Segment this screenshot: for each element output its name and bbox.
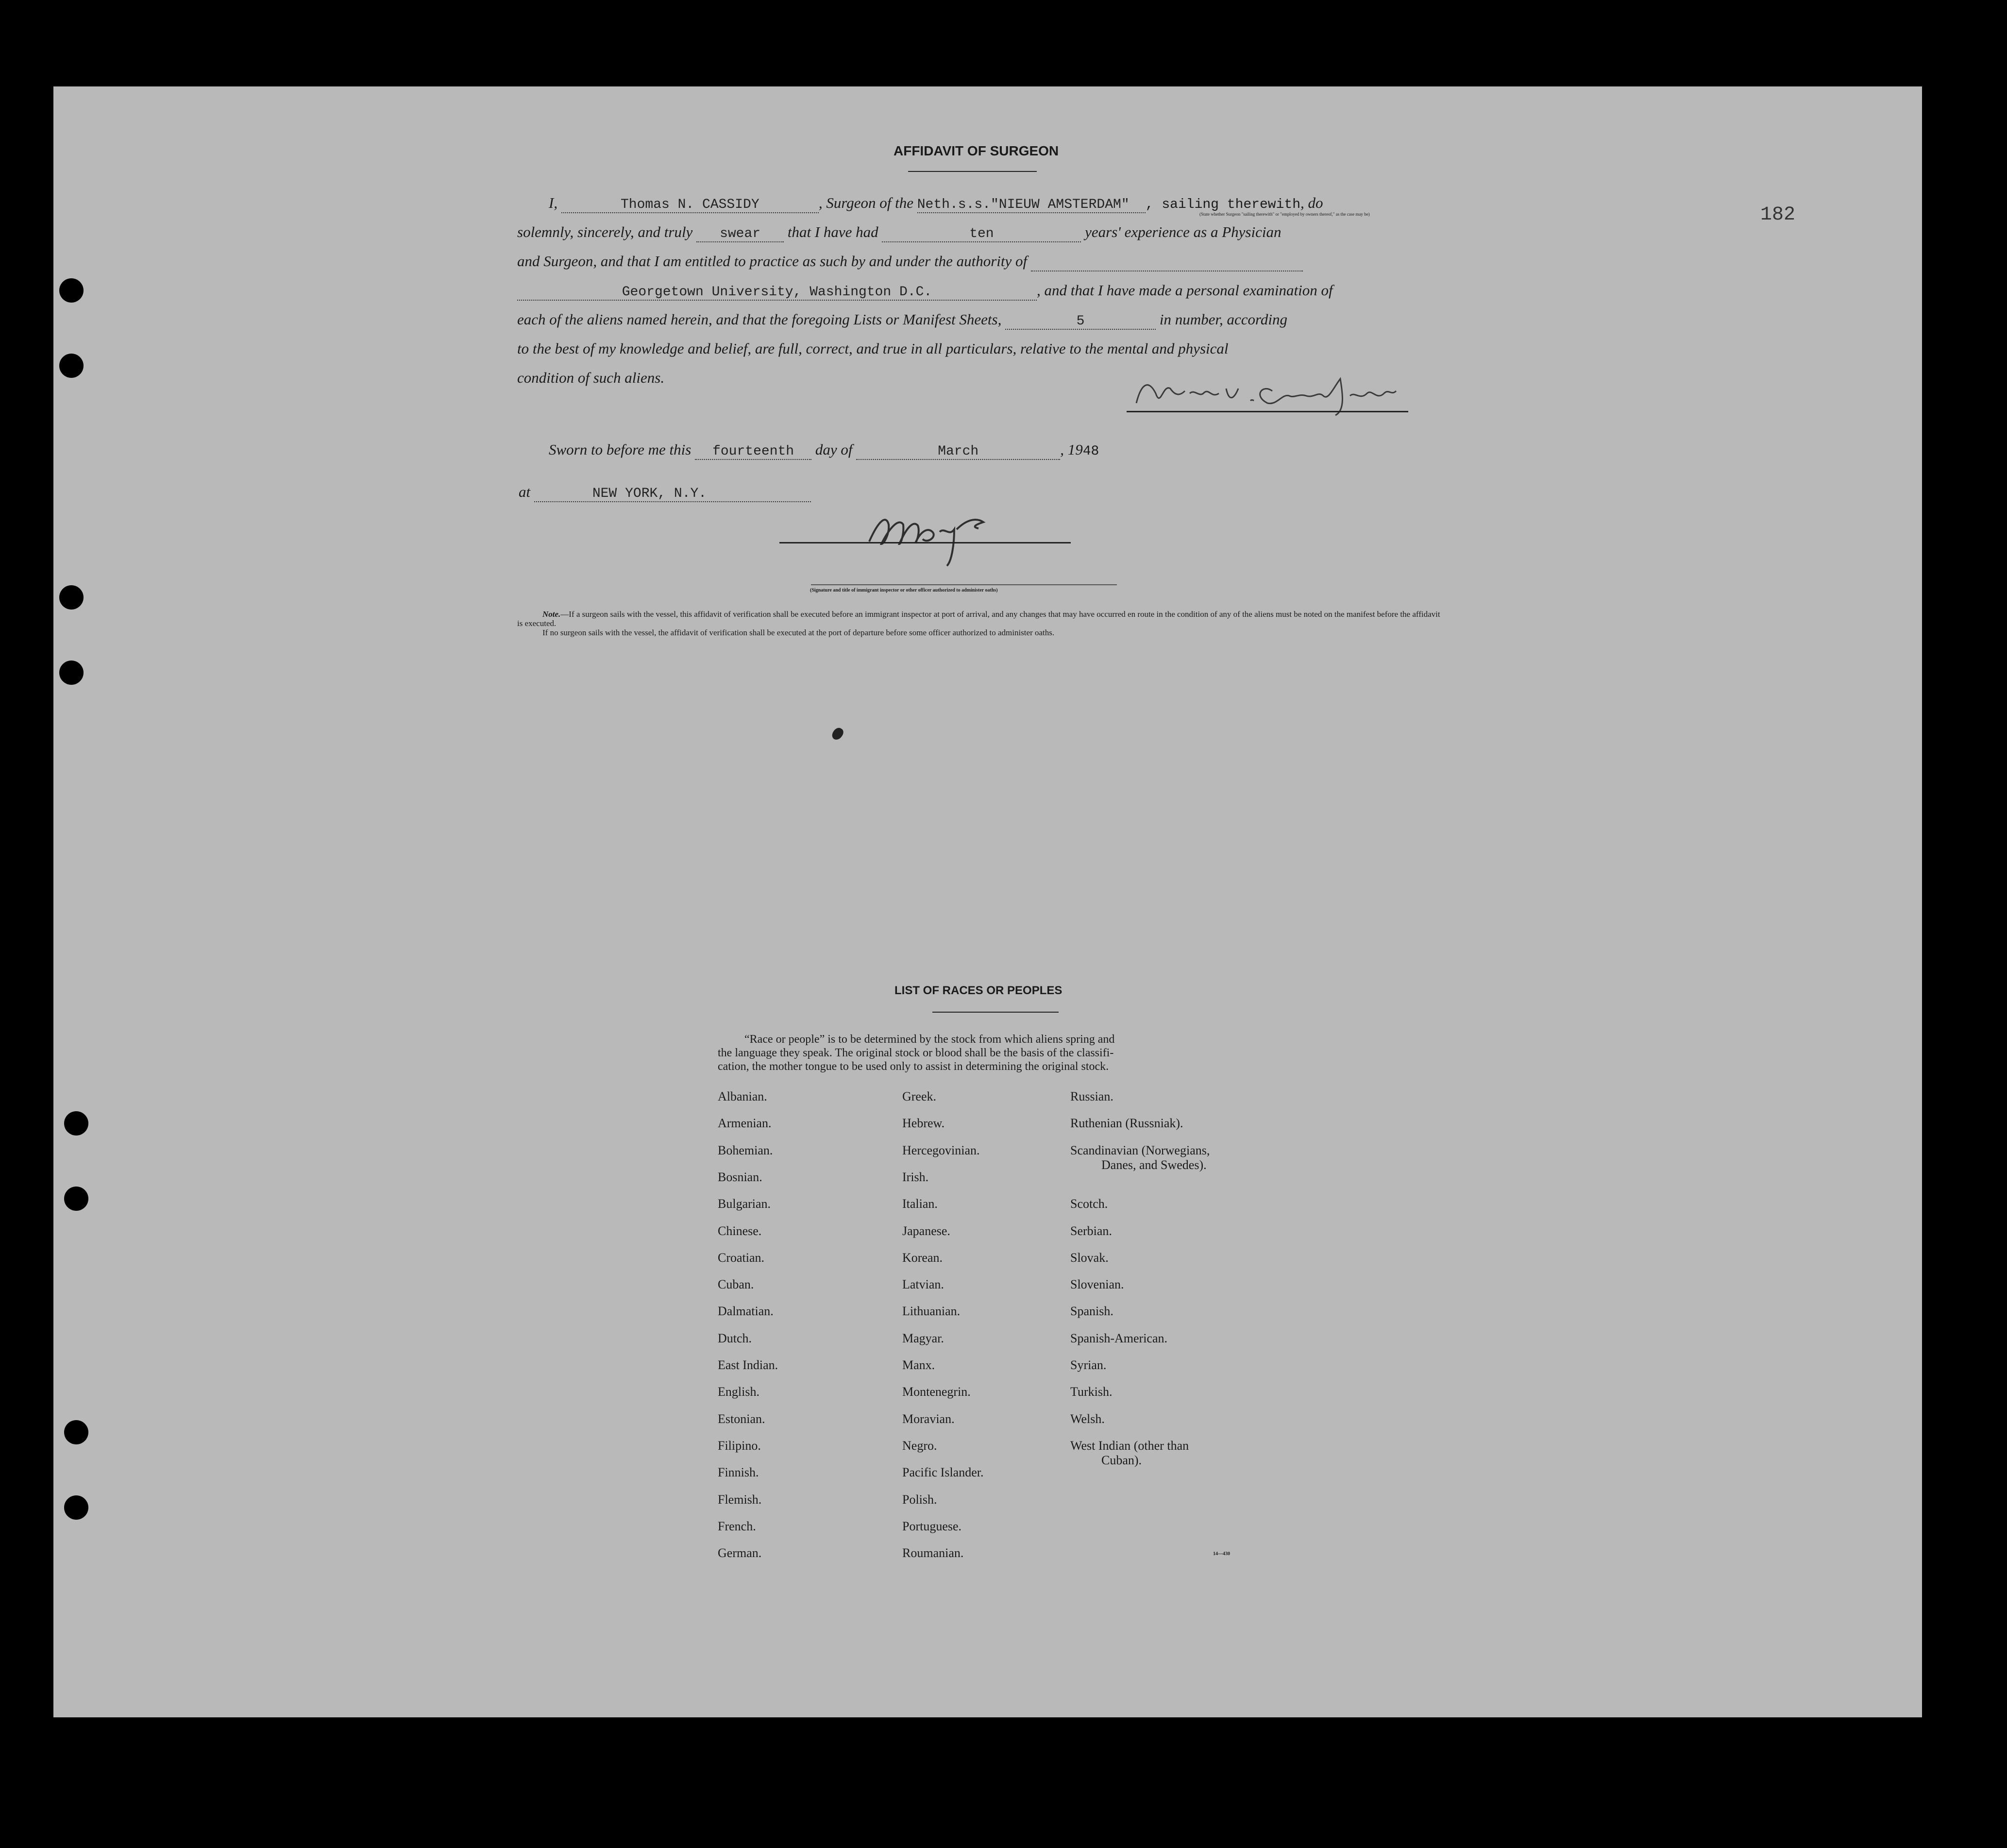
note-lead: Note.: [542, 610, 561, 619]
race-item: East Indian.: [718, 1358, 778, 1372]
race-item: Finnish.: [718, 1465, 759, 1480]
races-intro-line-1: “Race or people” is to be determined by the stock from which aliens spring and: [744, 1033, 1115, 1046]
officer-caption: (Signature and title of immigrant inspector or other officer authorized to administer oaths): [810, 588, 998, 593]
race-item: Dutch.: [718, 1331, 752, 1345]
race-item: Bohemian.: [718, 1143, 773, 1157]
race-item: Portuguese.: [902, 1519, 962, 1533]
race-item: Magyar.: [902, 1331, 944, 1345]
year-field: 48: [1082, 444, 1099, 459]
race-item: Danes, and Swedes).: [1101, 1158, 1207, 1172]
sailing-small-note: (State whether Surgeon "sailing therewith" or "employed by owners thereof," as the case may be): [1199, 212, 1370, 217]
race-item: Filipino.: [718, 1438, 761, 1453]
race-item: Roumanian.: [902, 1546, 964, 1560]
race-item: Korean.: [902, 1250, 943, 1265]
race-item: Slovenian.: [1070, 1277, 1124, 1292]
race-item: Irish.: [902, 1170, 929, 1184]
race-item: Italian.: [902, 1197, 938, 1211]
race-item: Russian.: [1070, 1089, 1113, 1103]
race-item: English.: [718, 1385, 759, 1399]
race-item: Hebrew.: [902, 1116, 945, 1131]
race-item: Pacific Islander.: [902, 1465, 984, 1480]
sailing-field: , sailing therewith: [1145, 197, 1301, 212]
race-item: Dalmatian.: [718, 1304, 774, 1319]
surgeon-name-field: Thomas N. CASSIDY: [561, 197, 819, 213]
race-item: Syrian.: [1070, 1358, 1107, 1372]
race-item: Montenegrin.: [902, 1385, 971, 1399]
place-field: NEW YORK, N.Y.: [534, 486, 811, 502]
race-item: Japanese.: [902, 1223, 950, 1238]
race-item: Scandinavian (Norwegians,: [1070, 1143, 1210, 1157]
races-title: LIST OF RACES OR PEOPLES: [894, 984, 1063, 997]
race-item: Hercegovinian.: [902, 1143, 980, 1157]
race-item: West Indian (other than: [1070, 1438, 1189, 1453]
race-item: Cuban).: [1101, 1453, 1142, 1468]
races-intro-line-2: the language they speak. The original stock or blood shall be the basis of the classifi-: [718, 1047, 1114, 1059]
race-item: Serbian.: [1070, 1223, 1112, 1238]
authority-field: Georgetown University, Washington D.C.: [517, 285, 1037, 301]
sheets-field: 5: [1005, 314, 1156, 330]
race-item: Estonian.: [718, 1411, 765, 1426]
affidavit-line-6: to the best of my knowledge and belief, are full, correct, and true in all particulars, relative to the mental and physical: [517, 340, 1229, 357]
race-item: Spanish.: [1070, 1304, 1113, 1319]
note-text-2: If no surgeon sails with the vessel, the affidavit of verification shall be executed at the port of departure before some officer authorized to administer oaths.: [542, 628, 1055, 637]
line2-suffix: years' experience as a Physician: [1085, 223, 1282, 240]
race-item: Chinese.: [718, 1223, 762, 1238]
race-item: Negro.: [902, 1438, 937, 1453]
race-item: Manx.: [902, 1358, 935, 1372]
day-field: fourteenth: [695, 444, 811, 460]
form-number: 14—430: [1213, 1551, 1230, 1557]
race-item: Albanian.: [718, 1089, 767, 1103]
race-item: Moravian.: [902, 1411, 955, 1426]
line1-suffix: , do: [1300, 194, 1323, 211]
line1-mid: , Surgeon of the: [818, 194, 913, 211]
page-number: 182: [1760, 204, 1796, 226]
race-item: Welsh.: [1070, 1411, 1105, 1426]
sworn-prefix: Sworn to before me this: [549, 441, 691, 458]
race-item: German.: [718, 1546, 762, 1560]
race-item: Lithuanian.: [902, 1304, 961, 1319]
line2-mid: that I have had: [787, 223, 878, 240]
line5-suffix: in number, according: [1159, 311, 1288, 328]
races-intro-line-3: cation, the mother tongue to be used only to assist in determining the original stock.: [718, 1060, 1109, 1073]
race-item: Croatian.: [718, 1250, 765, 1265]
line4-suffix: , and that I have made a personal examination of: [1037, 282, 1333, 299]
race-item: Bulgarian.: [718, 1197, 771, 1211]
race-item: Latvian.: [902, 1277, 944, 1292]
race-item: Cuban.: [718, 1277, 754, 1292]
sworn-mid: day of: [815, 441, 853, 458]
race-item: Armenian.: [718, 1116, 772, 1131]
race-item: Flemish.: [718, 1492, 762, 1507]
race-item: Turkish.: [1070, 1385, 1113, 1399]
race-item: Greek.: [902, 1089, 937, 1103]
affidavit-title: AFFIDAVIT OF SURGEON: [894, 143, 1059, 158]
affidavit-line-7: condition of such aliens.: [517, 369, 665, 386]
oath-field: swear: [696, 226, 784, 242]
race-item: Ruthenian (Russniak).: [1070, 1116, 1183, 1131]
race-item: French.: [718, 1519, 756, 1533]
line3-text: and Surgeon, and that I am entitled to practice as such by and under the authority of: [517, 253, 1028, 270]
race-item: Polish.: [902, 1492, 937, 1507]
year-prefix: , 19: [1060, 441, 1083, 458]
note-text-1: —If a surgeon sails with the vessel, this affidavit of verification shall be executed before an immigrant inspector at port of arrival, and any changes that may have occurred en route in the condition of any of the aliens must be noted on the manifest before the affidavit is executed.: [517, 610, 1440, 628]
line1-prefix: I,: [549, 194, 558, 211]
at-prefix: at: [519, 483, 531, 500]
line5-prefix: each of the aliens named herein, and that the foregoing Lists or Manifest Sheets,: [517, 311, 1002, 328]
race-item: Bosnian.: [718, 1170, 762, 1184]
years-field: ten: [882, 226, 1081, 242]
race-item: Slovak.: [1070, 1250, 1109, 1265]
vessel-field: Neth.s.s."NIEUW AMSTERDAM": [917, 197, 1146, 213]
race-item: Scotch.: [1070, 1197, 1108, 1211]
month-field: March: [856, 444, 1060, 460]
race-item: Spanish-American.: [1070, 1331, 1168, 1345]
line2-prefix: solemnly, sincerely, and truly: [517, 223, 693, 240]
